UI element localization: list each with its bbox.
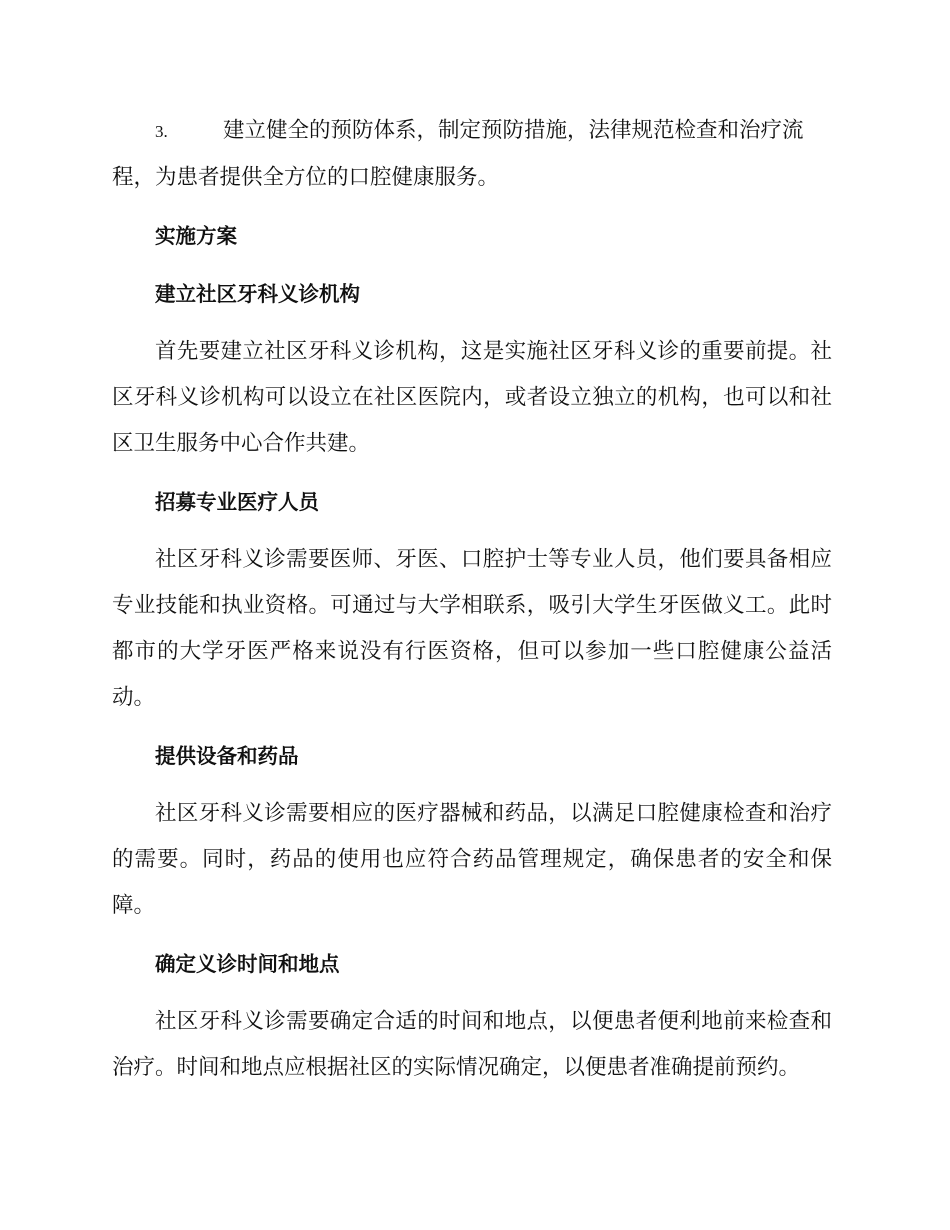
section-heading-2: 招募专业医疗人员 <box>155 490 319 514</box>
spacer <box>112 779 832 791</box>
spacer <box>112 929 832 941</box>
list-number: 3. <box>155 122 168 141</box>
spacer <box>112 525 832 537</box>
section-body-2: 社区牙科义诊需要医师、牙医、口腔护士等专业人员，他们要具备相应专业技能和执业资格。可通过与大学相联系，吸引大学生牙医做义工。此时都市的大学牙医严格来说没有行医资格，但可以参加一些口腔健康公益活动。 <box>112 547 832 710</box>
spacer <box>112 721 832 733</box>
section-body-1: 首先要建立社区牙科义诊机构，这是实施社区牙科义诊的重要前提。社区牙科义诊机构可以设立在社区医院内，或者设立独立的机构，也可以和社区卫生服务中心合作共建。 <box>112 339 832 456</box>
section-heading-4: 确定义诊时间和地点 <box>155 952 340 976</box>
section-heading-3: 提供设备和药品 <box>155 744 299 768</box>
spacer <box>112 317 832 329</box>
spacer <box>112 467 832 479</box>
spacer <box>112 259 832 271</box>
spacer <box>112 201 832 213</box>
spacer <box>112 987 832 999</box>
section-body-3: 社区牙科义诊需要相应的医疗器械和药品，以满足口腔健康检查和治疗的需要。同时，药品的使用也应符合药品管理规定，确保患者的安全和保障。 <box>112 801 832 918</box>
list-item-3 <box>112 108 832 201</box>
section-body-4: 社区牙科义诊需要确定合适的时间和地点，以便患者便利地前来检查和治疗。时间和地点应根据社区的实际情况确定，以便患者准确提前预约。 <box>112 1009 832 1080</box>
list-item-text: 建立健全的预防体系，制定预防措施，法律规范检查和治疗流程，为患者提供全方位的口腔健康服务。 <box>112 118 804 190</box>
section-title: 实施方案 <box>155 224 237 248</box>
section-heading-1: 建立社区牙科义诊机构 <box>155 282 360 306</box>
document-page <box>112 108 832 1091</box>
